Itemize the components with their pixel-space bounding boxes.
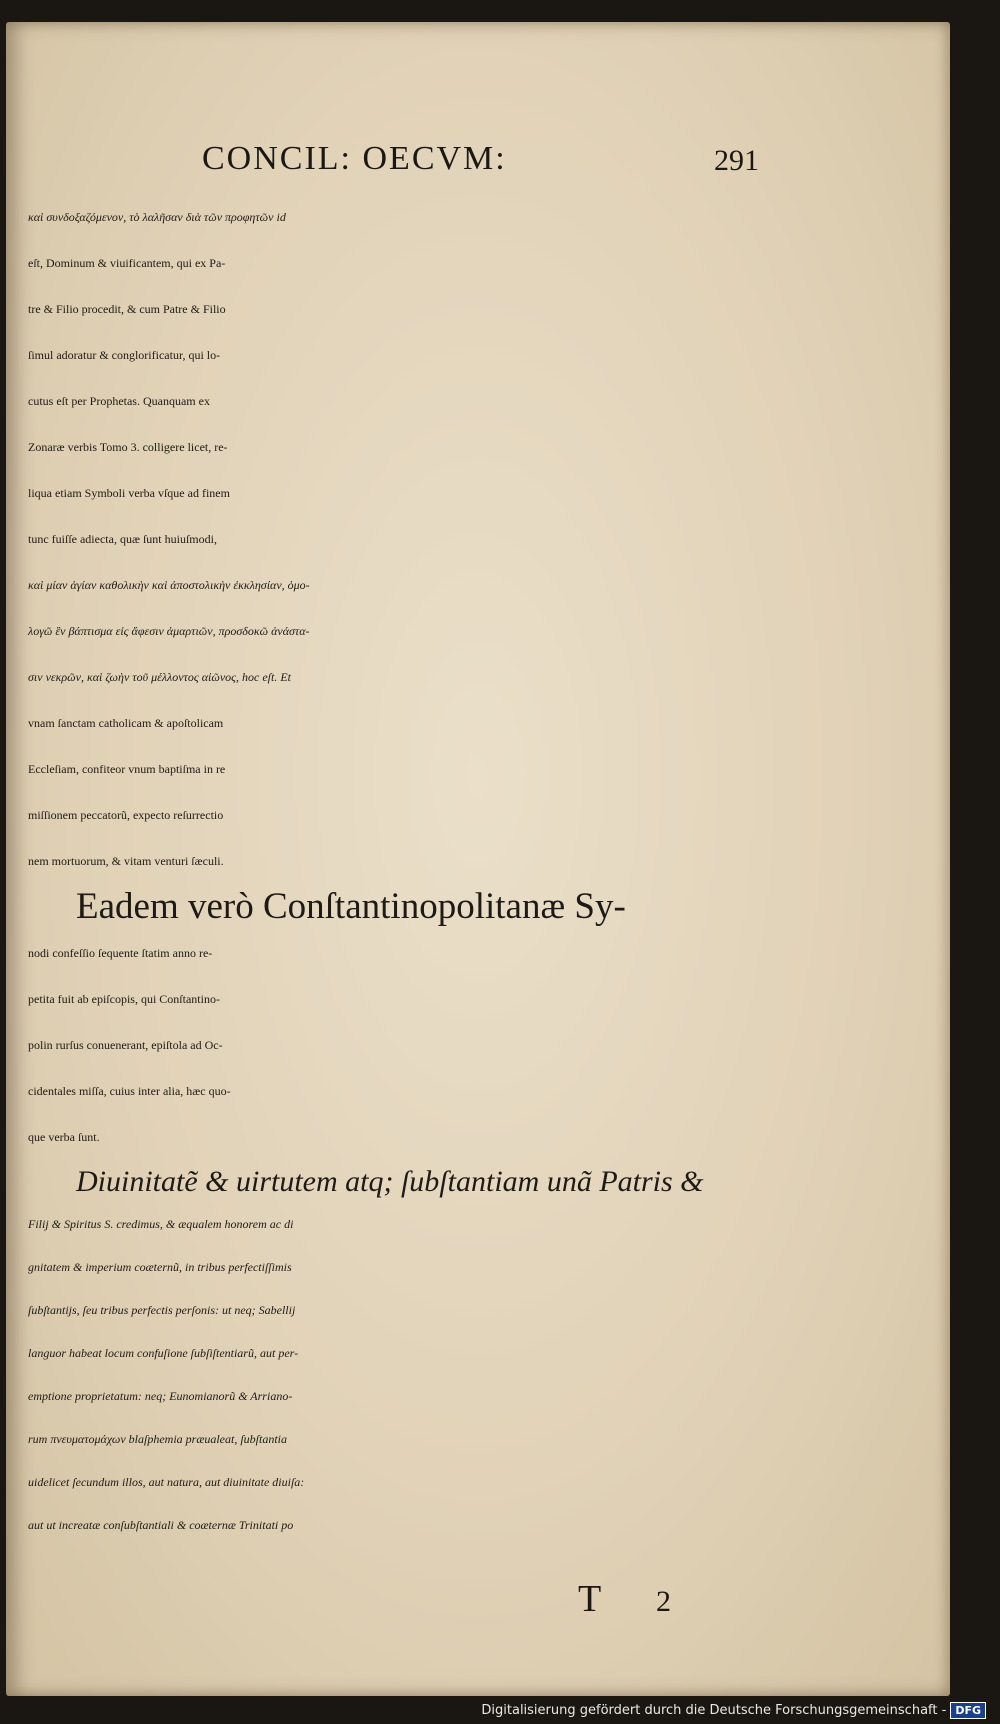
text-line: gnitatem & imperium coæternũ, in tribus perfectiſſimis [28, 1260, 292, 1274]
text-line: tunc fuiſſe adiecta, quæ ſunt huiuſmodi, [28, 532, 217, 546]
text-line: cidentales miſſa, cuius inter alia, hæc quo- [28, 1084, 231, 1098]
text-line: ſimul adoratur & conglorificatur, qui lo- [28, 348, 221, 362]
dfg-logo: DFG [950, 1702, 986, 1719]
page-number: 291 [714, 144, 759, 177]
text-line: eſt, Dominum & viuificantem, qui ex Pa- [28, 256, 226, 270]
text-line: Diuinitatẽ & uirtutem atq; ſubſtantiam unã Patris & [76, 1165, 704, 1198]
text-line: καὶ συνδοξαζόμενον, τὸ λαλῆσαν διὰ τῶν προφητῶν id [28, 210, 286, 224]
text-line: σιν νεκρῶν, καὶ ζωὴν τοῦ μέλλοντος αἰῶνος, hoc eſt. Et [28, 670, 291, 684]
text-line: vnam ſanctam catholicam & apoſtolicam [28, 716, 224, 730]
text-line: nodi confeſſio ſequente ſtatim anno re- [28, 946, 213, 960]
book-page [6, 22, 950, 1696]
body-text [28, 194, 788, 1547]
running-head: CONCIL: OECVM: [202, 140, 507, 177]
text-line: polin rurſus conuenerant, epiſtola ad Oc- [28, 1038, 223, 1052]
text-line: λογῶ ἓν βάπτισμα εἰς ἄφεσιν ἁμαρτιῶν, προσδοκῶ ἀνάστα- [28, 624, 310, 638]
text-line: Filij & Spiritus S. credimus, & æqualem honorem ac di [28, 1217, 294, 1231]
text-line: Eadem verò Conſtantinopolitanæ Sy- [76, 886, 626, 927]
text-line: ſubſtantijs, ſeu tribus perfectis perſonis: ut neq; Sabellij [28, 1303, 296, 1317]
catchword: T [578, 1578, 602, 1620]
text-line: petita fuit ab epiſcopis, qui Conſtantino- [28, 992, 220, 1006]
text-line: Eccleſiam, confiteor vnum baptiſma in re [28, 762, 226, 776]
footer-text: Digitalisierung gefördert durch die Deutsche Forschungsgemeinschaft - [481, 1703, 947, 1718]
text-line: que verba ſunt. [28, 1130, 100, 1144]
text-line: emptione proprietatum: neq; Eunomianorũ & Arriano- [28, 1389, 293, 1403]
text-line: καὶ μίαν ἁγίαν καθολικὴν καὶ ἀποστολικὴν ἐκκλησίαν, ὁμο- [28, 578, 310, 592]
text-line: miſſionem peccatorũ, expecto reſurrectio [28, 808, 224, 822]
signature-mark: 2 [656, 1585, 671, 1618]
text-line: Zonaræ verbis Tomo 3. colligere licet, re- [28, 440, 228, 454]
text-line: uidelicet ſecundum illos, aut natura, aut diuinitate diuiſa: [28, 1475, 305, 1489]
text-line: tre & Filio procedit, & cum Patre & Filio [28, 302, 226, 316]
text-line: liqua etiam Symboli verba vſque ad finem [28, 486, 230, 500]
digitization-footer [481, 1702, 986, 1719]
text-line: cutus eſt per Prophetas. Quanquam ex [28, 394, 210, 408]
text-line: aut ut increatæ conſubſtantiali & coæternæ Trinitati po [28, 1518, 294, 1532]
text-line: nem mortuorum, & vitam venturi ſæculi. [28, 854, 224, 868]
text-line: languor habeat locum confuſione ſubſiſtentiarũ, aut per- [28, 1346, 299, 1360]
text-line: rum πνευματομάχων blaſphemia præualeat, ſubſtantia [28, 1432, 288, 1446]
